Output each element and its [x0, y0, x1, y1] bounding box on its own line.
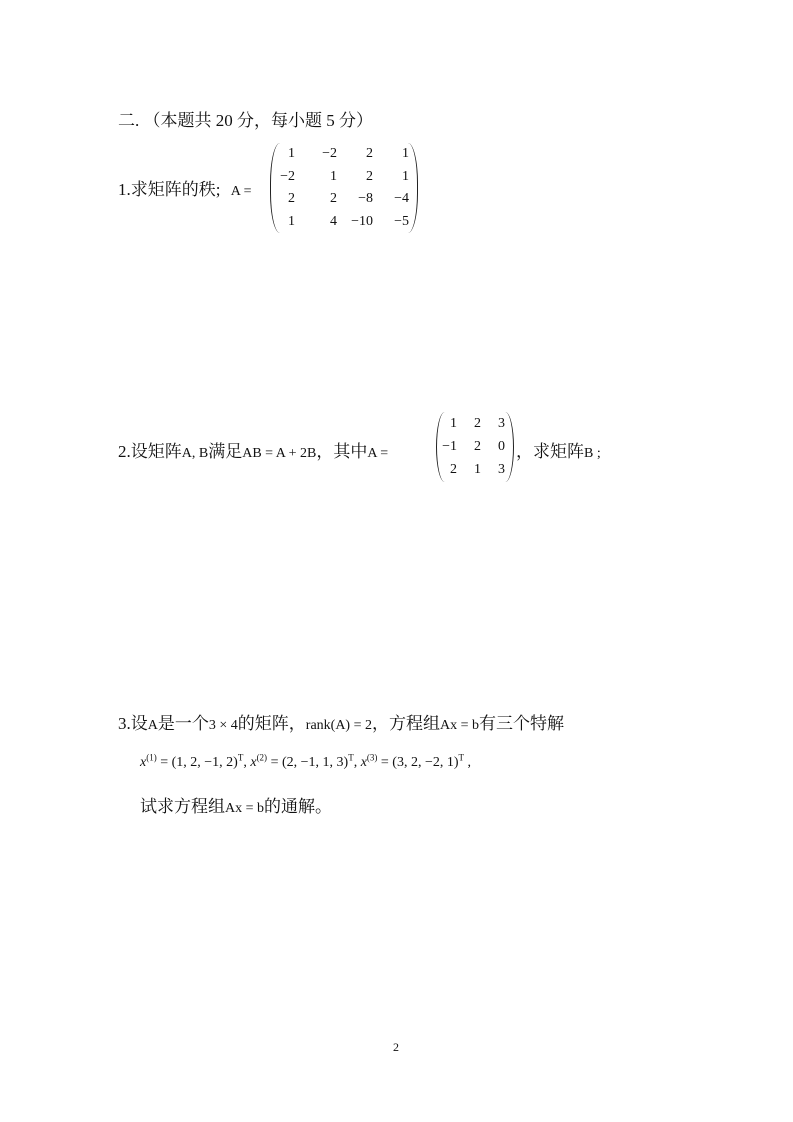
- solution-index: (2): [256, 752, 268, 762]
- question-2-tail-text: B ;: [584, 446, 601, 461]
- transpose-mark: T: [237, 752, 244, 762]
- matrix-cell: 1: [450, 415, 457, 431]
- matrix-cell: −10: [351, 213, 373, 229]
- matrix-cell: 1: [330, 168, 337, 184]
- transpose-mark: T: [458, 752, 465, 762]
- transpose-mark: T: [348, 752, 354, 762]
- matrix-cell: 2: [474, 438, 481, 454]
- solution-vector: [360, 752, 472, 770]
- matrix-cell: 2: [330, 191, 337, 207]
- matrix-cell: 2: [450, 462, 457, 478]
- matrix-cell: 1: [402, 146, 409, 162]
- q3-text: 有三个特解: [479, 714, 565, 733]
- solution-vector: [250, 752, 361, 770]
- matrix-cell: 1: [402, 168, 409, 184]
- question-2-lhs: A =: [367, 446, 389, 461]
- matrix-cell: 1: [474, 462, 481, 478]
- matrix-cell: 4: [330, 213, 337, 229]
- matrix-q2: [436, 412, 514, 482]
- solution-index: (3): [366, 752, 378, 762]
- solution-vector: [140, 752, 251, 770]
- particular-solutions: [140, 752, 471, 771]
- matrix-cell: 2: [288, 191, 295, 207]
- q3-text: 的通解。: [264, 797, 333, 816]
- matrix-cell: 2: [366, 146, 373, 162]
- q3-text: 是一个: [157, 714, 209, 733]
- q3-text: 的矩阵，: [237, 714, 306, 733]
- question-2-text3: ，其中: [316, 442, 368, 461]
- question-1: [118, 175, 251, 200]
- q3-rank: rank(A) = 2: [305, 718, 372, 733]
- x-var: x: [140, 754, 147, 770]
- separator: ,: [243, 754, 251, 770]
- matrix-cell: 3: [498, 462, 505, 478]
- question-2-text2: 满足: [208, 442, 243, 461]
- question-2-text: 2.设矩阵: [118, 442, 182, 461]
- x-var: x: [250, 754, 257, 770]
- solution-index: (1): [146, 752, 157, 762]
- question-2-equation: AB = A + 2B: [242, 446, 317, 461]
- q3-text: 3.设: [118, 714, 148, 733]
- matrix-cell: −5: [394, 213, 409, 229]
- section-heading: 二. （本题共 20 分，每小题 5 分）: [118, 111, 373, 130]
- separator: ,: [464, 754, 472, 770]
- matrix-cell: −8: [358, 191, 373, 207]
- question-3-line1: [118, 709, 564, 734]
- q3-text: ，方程组: [372, 714, 440, 733]
- solution-value: = (2, −1, 1, 3): [267, 754, 349, 770]
- question-1-lhs: A =: [230, 184, 252, 199]
- question-1-text: 1.求矩阵的秩;: [118, 180, 221, 199]
- matrix-cell: 1: [288, 146, 295, 162]
- matrix-q1: [270, 143, 418, 233]
- q3-dim: 3 × 4: [208, 718, 238, 733]
- question-2-vars: A, B: [181, 446, 209, 461]
- q3-A: A: [147, 718, 158, 733]
- matrix-cell: −4: [394, 191, 409, 207]
- q3-text: 试求方程组: [140, 797, 225, 816]
- x-var: x: [360, 754, 367, 770]
- question-2: [118, 437, 388, 462]
- q3-equation: Ax = b: [225, 801, 265, 816]
- question-3-line3: [140, 792, 332, 817]
- q3-equation: Ax = b: [440, 718, 480, 733]
- matrix-cell: 0: [498, 438, 505, 454]
- matrix-cell: −1: [442, 438, 457, 454]
- matrix-cell: 1: [288, 213, 295, 229]
- question-2-tail: [516, 437, 601, 462]
- separator: ,: [353, 754, 361, 770]
- question-2-text4: ，求矩阵: [516, 442, 584, 461]
- matrix-cell: −2: [280, 168, 295, 184]
- matrix-cell: 2: [474, 415, 481, 431]
- solution-value: = (1, 2, −1, 2): [156, 754, 238, 770]
- matrix-cell: −2: [322, 146, 337, 162]
- matrix-cell: 2: [366, 168, 373, 184]
- matrix-cell: 3: [498, 415, 505, 431]
- page-number: 2: [393, 1040, 399, 1054]
- solution-value: = (3, 2, −2, 1): [377, 754, 459, 770]
